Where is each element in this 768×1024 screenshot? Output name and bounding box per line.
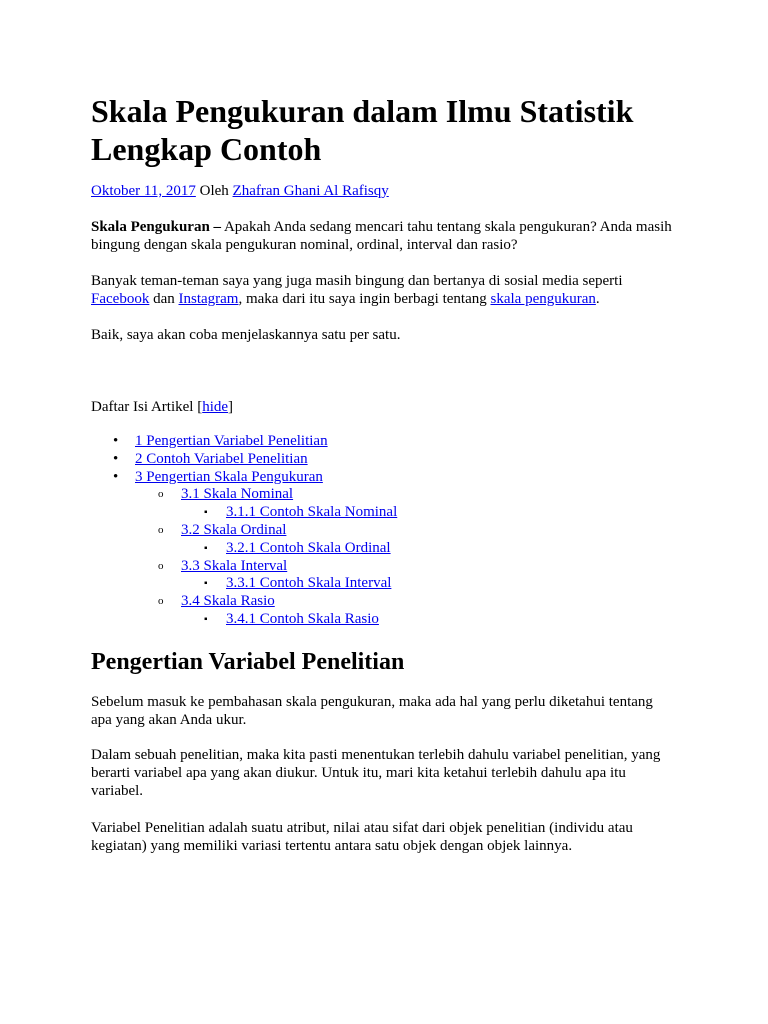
toc-title [91, 398, 233, 416]
toc-item [91, 575, 397, 593]
section-p1-line2: apa yang akan Anda ukur. [91, 712, 247, 728]
bullet-square-icon: ▪ [204, 578, 208, 590]
intro-p2-end: . [595, 291, 600, 307]
instagram-link[interactable]: Instagram [178, 291, 239, 307]
section-p2-line2: berarti variabel apa yang akan diukur. Untuk itu, mari kita ketahui terlebih dahulu apa itu [91, 765, 626, 781]
toc-item [91, 558, 397, 576]
section-p2-line3: variabel. [91, 783, 144, 799]
toc-link[interactable]: 3.1 Skala Nominal [181, 486, 294, 503]
intro-p1-line2: bingung dengan skala pengukuran nominal, ordinal, interval dan rasio? [91, 237, 518, 253]
toc-link[interactable]: 3.2.1 Contoh Skala Ordinal [226, 539, 391, 556]
toc-item [91, 433, 397, 451]
section-paragraph-2 [91, 746, 691, 800]
section-paragraph-3 [91, 819, 691, 855]
bullet-circle-icon: o [158, 595, 164, 608]
toc-item [91, 540, 397, 558]
toc-link[interactable]: 3.3.1 Contoh Skala Interval [226, 575, 392, 592]
toc-hide-link[interactable]: hide [202, 399, 229, 415]
toc-item [91, 611, 397, 629]
toc-title-text: Daftar Isi Artikel [ [91, 399, 203, 415]
bullet-disc-icon: • [113, 450, 119, 467]
toc-item [91, 593, 397, 611]
section-heading: Pengertian Variabel Penelitian [91, 649, 405, 675]
bullet-square-icon: ▪ [204, 542, 208, 554]
intro-bold-lead: Skala Pengukuran – [91, 219, 222, 235]
bullet-disc-icon: • [113, 433, 119, 449]
toc-link[interactable]: 3 Pengertian Skala Pengukuran [135, 468, 323, 485]
section-p1-line1: Sebelum masuk ke pembahasan skala pengukuran, maka ada hal yang perlu diketahui tentang [91, 694, 653, 710]
article-meta [91, 182, 389, 200]
intro-p2-mid: , maka dari itu saya ingin berbagi tentang [238, 291, 491, 307]
toc-link[interactable]: 3.3 Skala Interval [181, 557, 288, 574]
article-title-line-2: Lengkap Contoh [91, 131, 322, 167]
skala-pengukuran-link[interactable]: skala pengukuran [490, 291, 596, 307]
article-title-line-1: Skala Pengukuran dalam Ilmu Statistik [91, 93, 634, 129]
toc-link[interactable]: 3.2 Skala Ordinal [181, 521, 287, 538]
toc-item [91, 451, 397, 469]
toc-link[interactable]: 3.4 Skala Rasio [181, 593, 275, 610]
intro-paragraph-2 [91, 272, 691, 308]
section-p3-line2: kegiatan) yang memiliki variasi tertentu antara satu objek dengan objek lainnya. [91, 838, 573, 854]
bullet-disc-icon: • [113, 468, 119, 485]
section-paragraph-1 [91, 693, 691, 729]
bullet-circle-icon: o [158, 488, 164, 501]
toc-link[interactable]: 1 Pengertian Variabel Penelitian [135, 433, 328, 449]
toc-link[interactable]: 3.1.1 Contoh Skala Nominal [226, 504, 398, 521]
toc-item [91, 522, 397, 540]
bullet-circle-icon: o [158, 523, 164, 536]
intro-p2-and: dan [149, 291, 179, 307]
intro-p1-line1: Apakah Anda sedang mencari tahu tentang skala pengukuran? Anda masih [221, 219, 672, 235]
section-p2-line1: Dalam sebuah penelitian, maka kita pasti menentukan terlebih dahulu variabel penelitian, yang [91, 747, 661, 763]
by-label: Oleh [199, 183, 229, 199]
date-link[interactable]: Oktober 11, 2017 [91, 183, 196, 199]
toc-link[interactable]: 3.4.1 Contoh Skala Rasio [226, 610, 379, 627]
bullet-square-icon: ▪ [204, 507, 208, 519]
article-title [91, 92, 691, 168]
bullet-square-icon: ▪ [204, 613, 208, 625]
intro-p2-line1: Banyak teman-teman saya yang juga masih bingung dan bertanya di sosial media seperti [91, 273, 623, 289]
toc-item [91, 486, 397, 504]
author-link[interactable]: Zhafran Ghani Al Rafisqy [232, 183, 389, 199]
toc-title-close: ] [228, 399, 234, 415]
toc-link[interactable]: 2 Contoh Variabel Penelitian [135, 450, 308, 467]
section-p3-line1: Variabel Penelitian adalah suatu atribut, nilai atau sifat dari objek penelitian (individu atau [91, 820, 633, 836]
intro-paragraph-1 [91, 218, 691, 254]
facebook-link[interactable]: Facebook [91, 291, 150, 307]
bullet-circle-icon: o [158, 559, 164, 572]
toc-item [91, 504, 397, 522]
toc-item [91, 469, 397, 487]
intro-paragraph-3: Baik, saya akan coba menjelaskannya satu per satu. [91, 327, 401, 343]
table-of-contents [91, 433, 397, 629]
